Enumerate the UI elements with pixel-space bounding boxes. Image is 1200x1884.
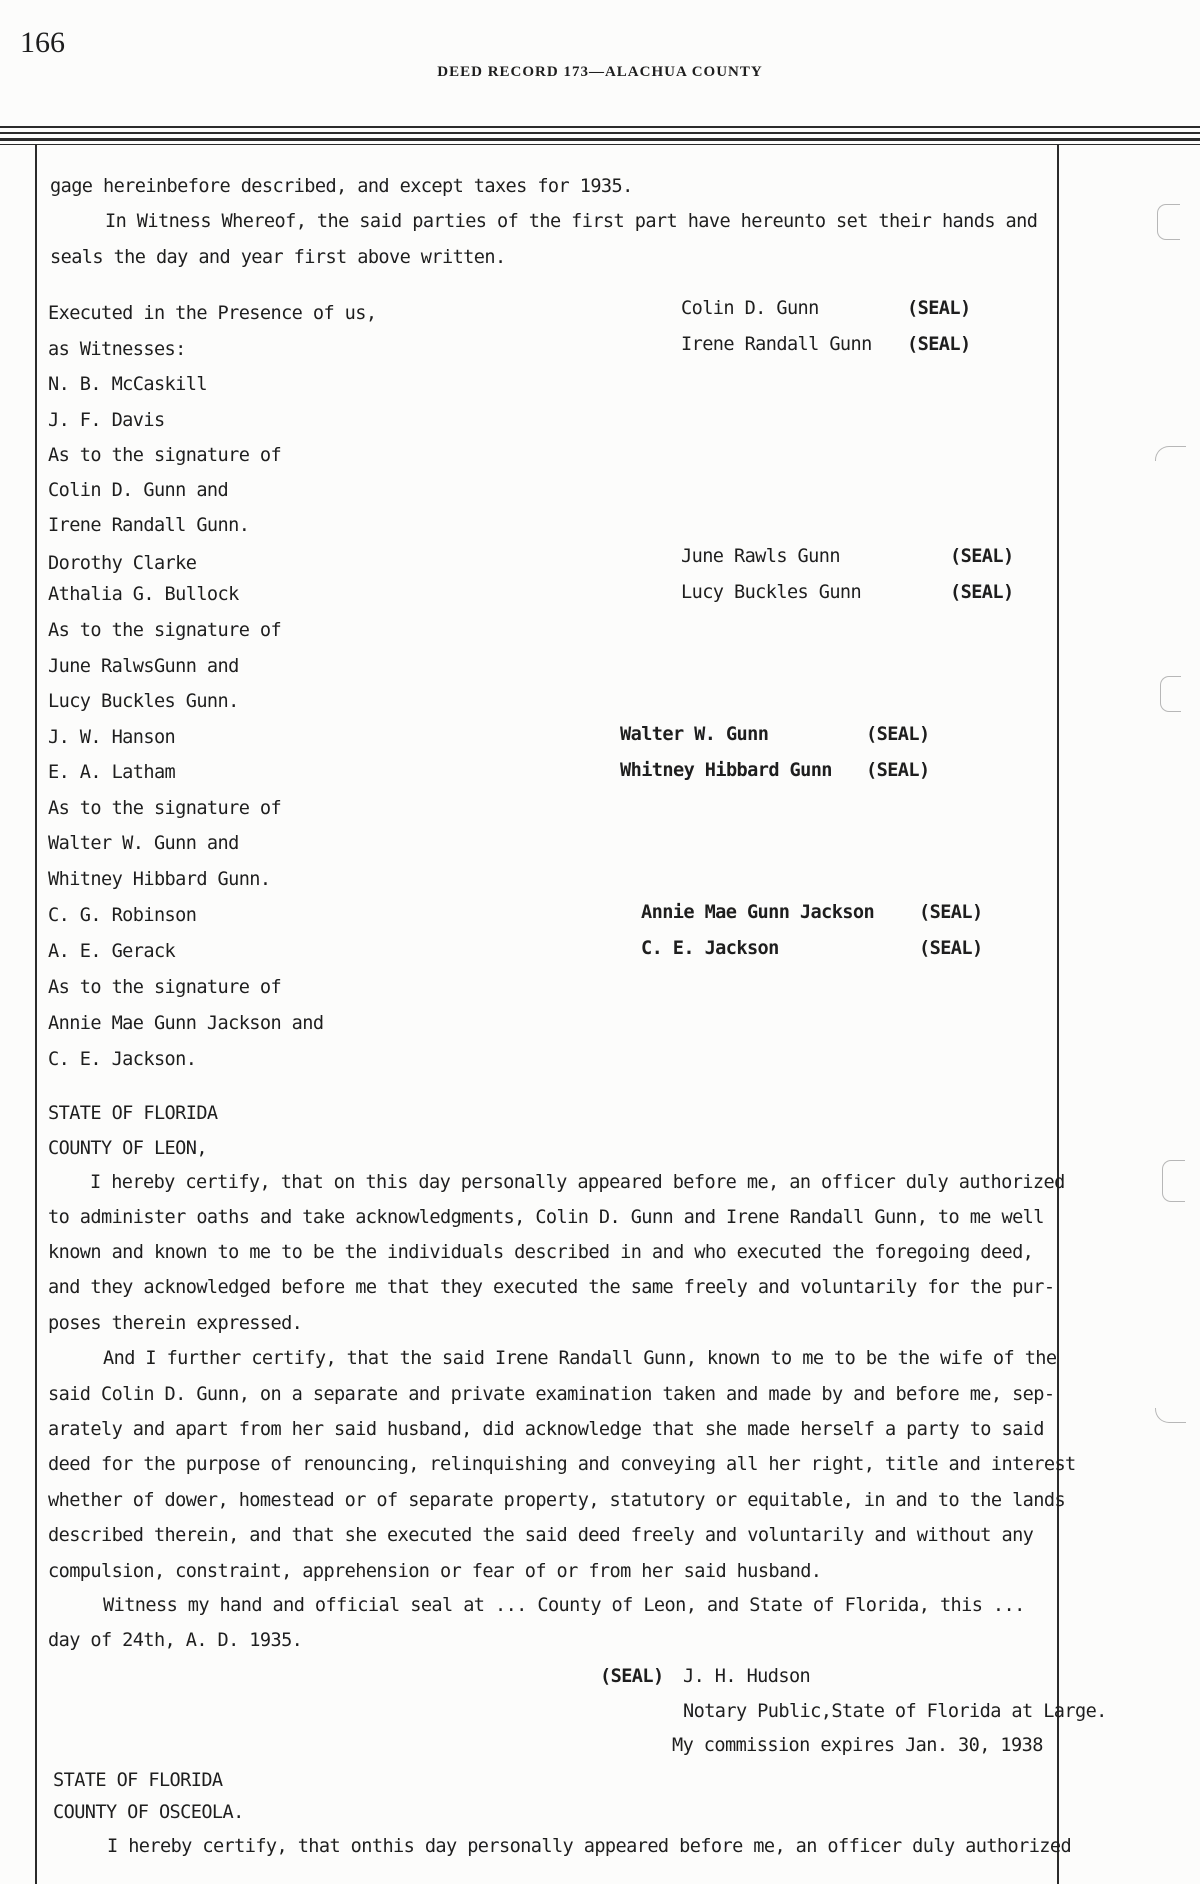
page-header-title: DEED RECORD 173—ALACHUA COUNTY: [437, 64, 763, 80]
signer-name: Whitney Hibbard Gunn: [620, 760, 832, 781]
witness-line: Lucy Buckles Gunn.: [48, 691, 239, 712]
seal-mark: (SEAL): [866, 760, 930, 781]
body-line: deed for the purpose of renouncing, relinquishing and conveying all her right, title and interest: [48, 1454, 1076, 1475]
body-line: gage hereinbefore described, and except taxes for 1935.: [50, 176, 633, 197]
body-line: Witness my hand and official seal at ... County of Leon, and State of Florida, this ...: [103, 1595, 1025, 1616]
body-line: I hereby certify, that onthis day personally appeared before me, an officer duly authorized: [107, 1836, 1072, 1857]
header-rule: [0, 126, 1200, 128]
header-rule: [0, 144, 1200, 145]
witness-name: J. W. Hanson: [48, 727, 176, 748]
seal-mark: (SEAL): [950, 546, 1014, 567]
signer-name: Walter W. Gunn: [620, 724, 769, 745]
header-rule: [0, 138, 1200, 141]
signer-name: June Rawls Gunn: [681, 546, 840, 567]
header-rule: [0, 132, 1200, 134]
body-line: whether of dower, homestead or of separate property, statutory or equitable, in and to the lands: [48, 1490, 1066, 1511]
body-line: and they acknowledged before me that they executed the same freely and voluntarily for the pur-: [48, 1277, 1055, 1298]
signer-name: Colin D. Gunn: [681, 298, 819, 319]
seal-mark: (SEAL): [907, 334, 971, 355]
seal-mark: (SEAL): [919, 902, 983, 923]
seal-mark: (SEAL): [919, 938, 983, 959]
body-line: compulsion, constraint, apprehension or fear of or from her said husband.: [48, 1561, 822, 1582]
notary-commission: My commission expires Jan. 30, 1938: [672, 1735, 1043, 1756]
body-line: In Witness Whereof, the said parties of the first part have hereunto set their hands and: [105, 211, 1038, 232]
signer-name: Irene Randall Gunn: [681, 334, 872, 355]
signer-name: Lucy Buckles Gunn: [681, 582, 862, 603]
witness-line: As to the signature of: [48, 445, 282, 466]
binder-hole: [1160, 676, 1181, 712]
notary-name: J. H. Hudson: [683, 1666, 811, 1687]
signer-name: C. E. Jackson: [641, 938, 779, 959]
witness-name: E. A. Latham: [48, 762, 176, 783]
witness-name: N. B. McCaskill: [48, 374, 207, 395]
witness-name: Athalia G. Bullock: [48, 584, 239, 605]
witness-line: June RalwsGunn and: [48, 656, 239, 677]
state-heading: STATE OF FLORIDA: [48, 1103, 218, 1124]
seal-mark: (SEAL): [950, 582, 1014, 603]
body-line: poses therein expressed.: [48, 1313, 303, 1334]
seal-mark: (SEAL): [907, 298, 971, 319]
left-border-line: [35, 144, 37, 1884]
signer-name: Annie Mae Gunn Jackson: [641, 902, 875, 923]
body-line: described therein, and that she executed the said deed freely and voluntarily and without any: [48, 1525, 1034, 1546]
witness-line: Colin D. Gunn and: [48, 480, 229, 501]
county-heading: COUNTY OF LEON,: [48, 1138, 207, 1159]
body-line: seals the day and year first above written.: [50, 247, 506, 268]
body-line: to administer oaths and take acknowledgments, Colin D. Gunn and Irene Randall Gunn, to me well: [48, 1207, 1044, 1228]
witness-line: As to the signature of: [48, 798, 282, 819]
state-heading: STATE OF FLORIDA: [53, 1770, 223, 1791]
notary-seal: (SEAL): [600, 1666, 664, 1687]
witness-line: Walter W. Gunn and: [48, 833, 239, 854]
witness-line: Whitney Hibbard Gunn.: [48, 869, 271, 890]
witness-name: J. F. Davis: [48, 410, 165, 431]
body-line: arately and apart from her said husband, did acknowledge that she made herself a party to said: [48, 1419, 1044, 1440]
witness-line: As to the signature of: [48, 620, 282, 641]
body-line: day of 24th, A. D. 1935.: [48, 1630, 303, 1651]
binder-hole: [1155, 446, 1186, 461]
seal-mark: (SEAL): [866, 724, 930, 745]
witness-name: Dorothy Clarke: [48, 553, 197, 574]
body-line: I hereby certify, that on this day personally appeared before me, an officer duly authorized: [90, 1172, 1065, 1193]
witness-line: as Witnesses:: [48, 339, 186, 360]
binder-hole: [1155, 1408, 1186, 1423]
binder-hole: [1162, 1160, 1185, 1202]
witness-line: Irene Randall Gunn.: [48, 515, 250, 536]
witness-line: Annie Mae Gunn Jackson and: [48, 1013, 324, 1034]
county-heading: COUNTY OF OSCEOLA.: [53, 1802, 244, 1823]
body-line: said Colin D. Gunn, on a separate and private examination taken and made by and before me, sep-: [48, 1384, 1055, 1405]
body-line: known and known to me to be the individuals described in and who executed the foregoing deed,: [48, 1242, 1034, 1263]
notary-title: Notary Public,State of Florida at Large.: [683, 1701, 1107, 1722]
body-line: And I further certify, that the said Irene Randall Gunn, known to me to be the wife of the: [103, 1348, 1057, 1369]
right-border-line: [1057, 144, 1059, 1884]
witness-line: As to the signature of: [48, 977, 282, 998]
binder-hole: [1157, 204, 1180, 240]
page-number: 166: [20, 26, 65, 59]
witness-name: A. E. Gerack: [48, 941, 176, 962]
witness-name: C. G. Robinson: [48, 905, 197, 926]
witness-line: C. E. Jackson.: [48, 1049, 197, 1070]
witness-line: Executed in the Presence of us,: [48, 303, 377, 324]
